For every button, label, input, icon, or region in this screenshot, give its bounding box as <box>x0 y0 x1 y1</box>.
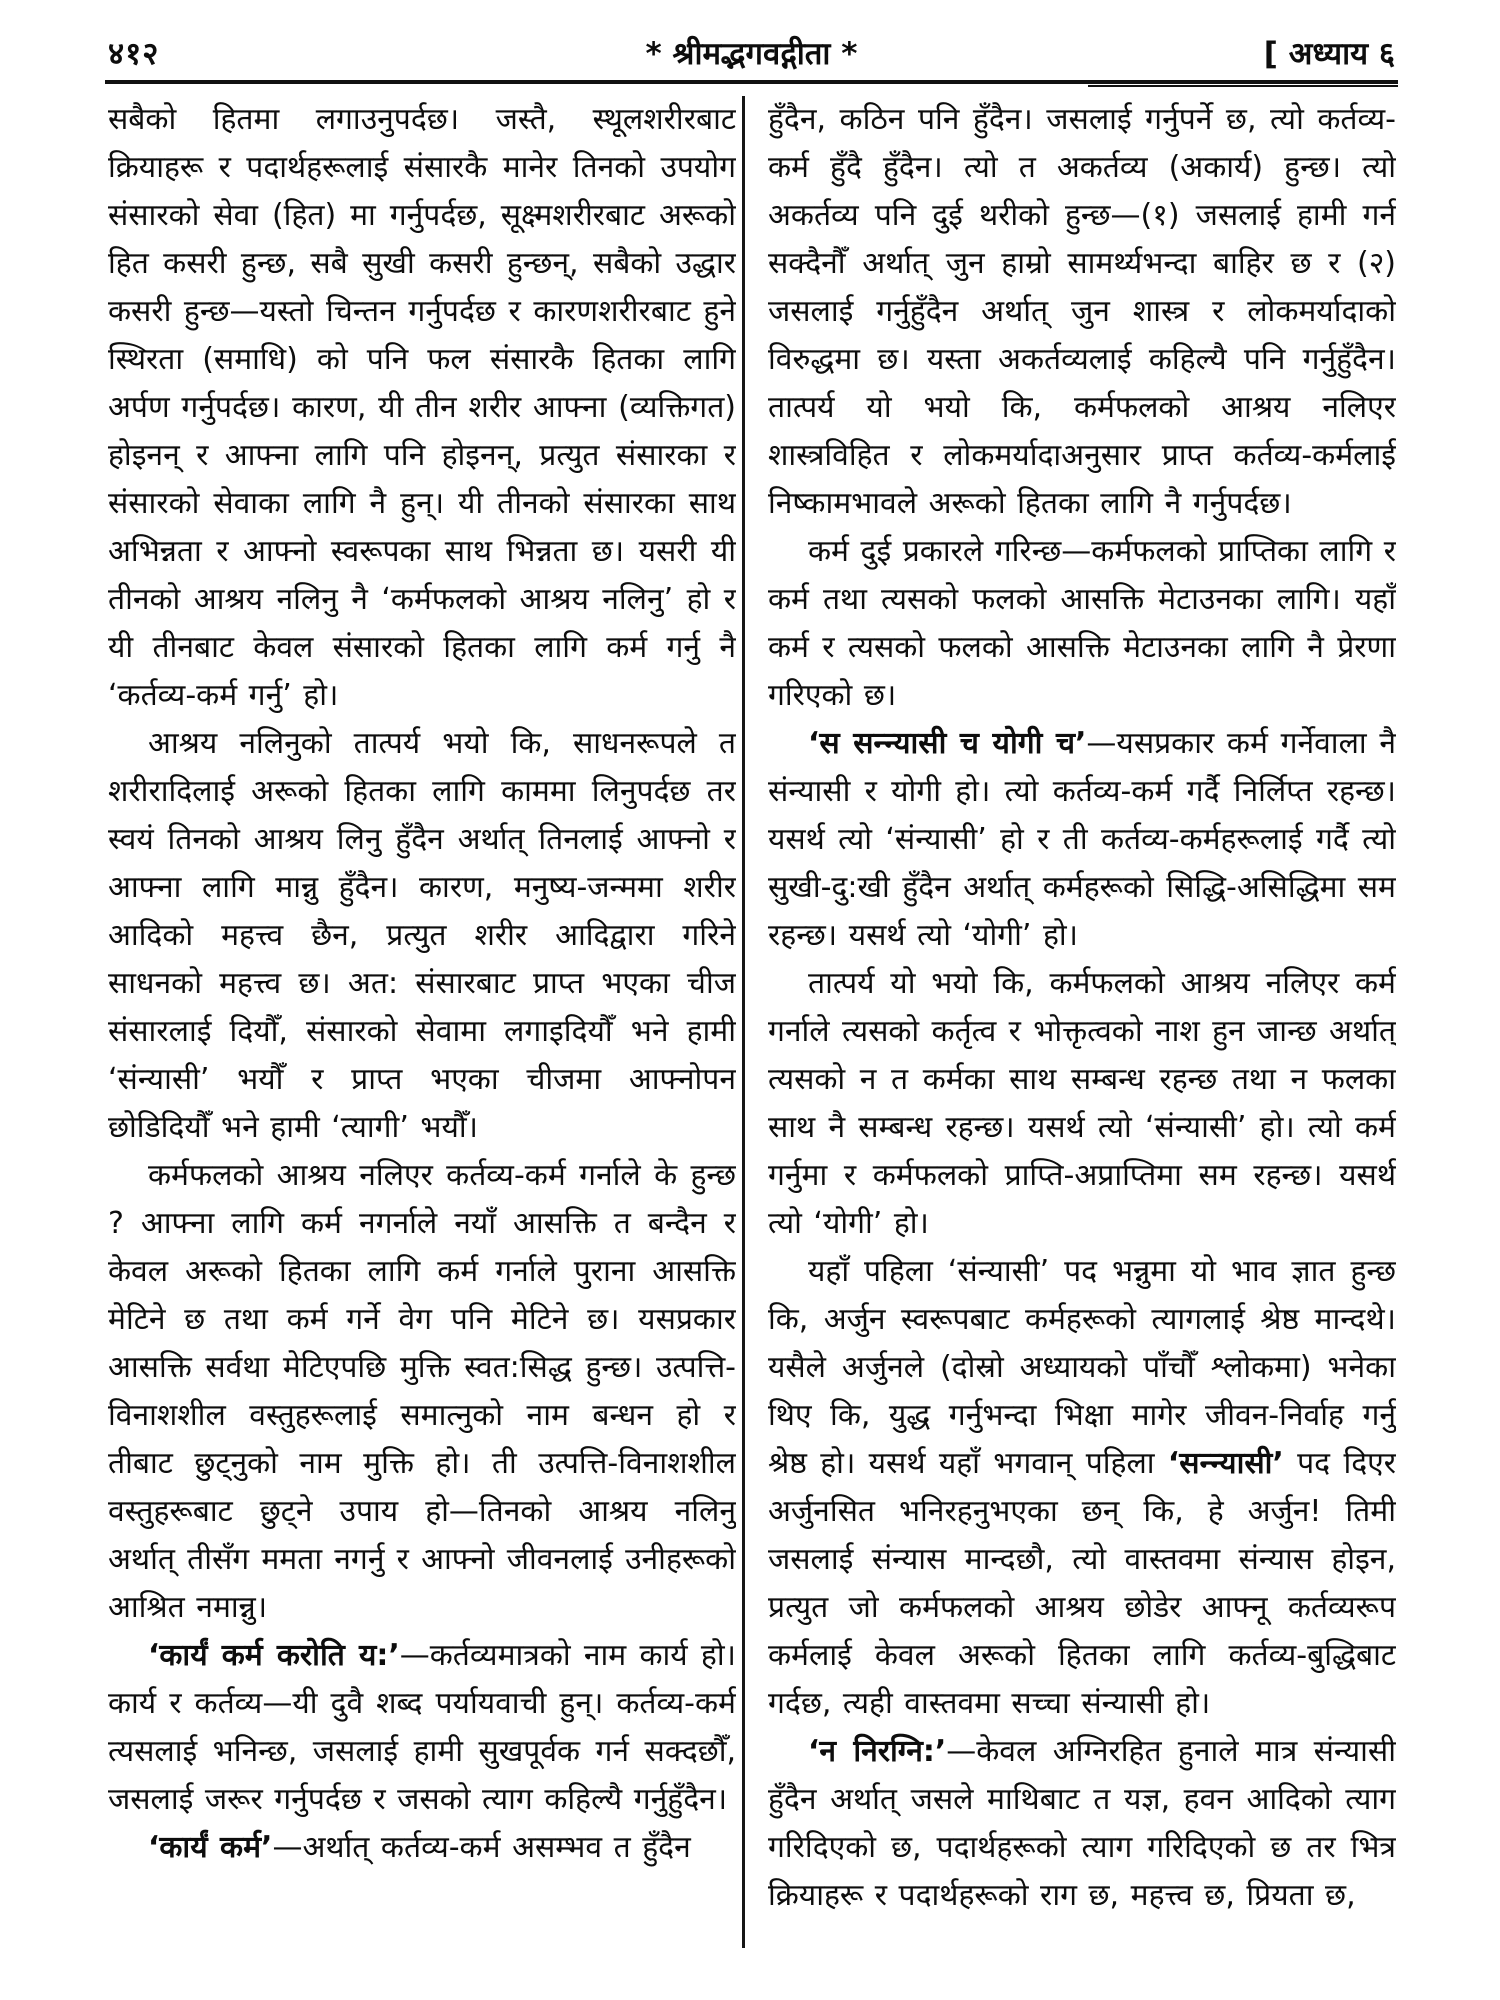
body-text: कर्मफलको आश्रय नलिएर कर्तव्य-कर्म गर्नाले के हुन्छ ? आफ्ना लागि कर्म नगर्नाले नयाँ आसक्ति त बन्दैन र केवल अरूको हितका लागि कर्म गर्नाले पुराना आसक्ति मेटिने छ तथा कर्म गर्ने वेग पनि मेटिने छ। यसप्रकार आसक्ति सर्वथा मेटिएपछि मुक्ति स्वत:सिद्ध हुन्छ। उत्पत्ति-विनाशशील वस्तुहरूलाई समात्नुको नाम बन्धन हो र तीबाट छुट्नुको नाम मुक्ति हो। ती उत्पत्ति-विनाशशील वस्तुहरूबाट छुट्ने उपाय हो—तिनको आश्रय नलिनु अर्थात् तीसँग ममता नगर्नु र आफ्नो जीवनलाई उनीहरूको आश्रित नमान्नु। <box>108 1158 736 1625</box>
paragraph <box>108 720 736 1152</box>
paragraph <box>768 528 1396 720</box>
page-number: ४१२ <box>108 36 160 72</box>
bold-lead-phrase: ‘कार्यं कर्म’ <box>148 1830 273 1865</box>
paragraph <box>768 96 1396 528</box>
body-text: पद दिएर अर्जुनसित भनिरहनुभएका छन् कि, हे अर्जुन! तिमी जसलाई संन्यास मान्दछौ, त्यो वास्तवमा संन्यास होइन, प्रत्युत जो कर्मफलको आश्रय छोडेर आफ्नू कर्तव्यरूप कर्मलाई केवल अरूको हितका लागि कर्तव्य-बुद्धिबाट गर्दछ, त्यही वास्तवमा सच्चा संन्यासी हो। <box>768 1446 1396 1721</box>
book-title: * श्रीमद्भगवद्गीता * <box>645 36 858 72</box>
left-column <box>108 96 736 1966</box>
paragraph <box>768 1728 1396 1920</box>
body-text: हुँदैन, कठिन पनि हुँदैन। जसलाई गर्नुपर्ने छ, त्यो कर्तव्य-कर्म हुँदै हुँदैन। त्यो त अकर्तव्य (अकार्य) हुन्छ। त्यो अकर्तव्य पनि दुई थरीको हुन्छ—(१) जसलाई हामी गर्न सक्दैनौँ अर्थात् जुन हाम्रो सामर्थ्यभन्दा बाहिर छ र (२) जसलाई गर्नुहुँदैन अर्थात् जुन शास्त्र र लोकमर्यादाको विरुद्धमा छ। यस्ता अकर्तव्यलाई कहिल्यै पनि गर्नुहुँदैन। तात्पर्य यो भयो कि, कर्मफलको आश्रय नलिएर शास्त्रविहित र लोकमर्यादाअनुसार प्राप्त कर्तव्य-कर्मलाई निष्कामभावले अरूको हितका लागि नै गर्नुपर्दछ। <box>768 102 1396 521</box>
bold-lead-phrase: ‘स सन्न्यासी च योगी च’ <box>808 726 1087 761</box>
header-rule <box>105 80 1398 84</box>
text-columns <box>108 96 1396 1966</box>
paragraph <box>108 1152 736 1632</box>
chapter-label: [ अध्याय ६ <box>1263 36 1395 72</box>
body-text: कर्म दुई प्रकारले गरिन्छ—कर्मफलको प्राप्तिका लागि र कर्म तथा त्यसको फलको आसक्ति मेटाउनका लागि। यहाँ कर्म र त्यसको फलको आसक्ति मेटाउनका लागि नै प्रेरणा गरिएको छ। <box>768 534 1396 713</box>
paragraph <box>108 1632 736 1824</box>
body-text: तात्पर्य यो भयो कि, कर्मफलको आश्रय नलिएर कर्म गर्नाले त्यसको कर्तृत्व र भोक्तृत्वको नाश हुन जान्छ अर्थात् त्यसको न त कर्मका साथ सम्बन्ध रहन्छ तथा न फलका साथ नै सम्बन्ध रहन्छ। यसर्थ त्यो ‘संन्यासी’ हो। त्यो कर्म गर्नुमा र कर्मफलको प्राप्ति-अप्राप्तिमा सम रहन्छ। यसर्थ त्यो ‘योगी’ हो। <box>768 966 1396 1241</box>
body-text: —अर्थात् कर्तव्य-कर्म असम्भव त हुँदैन <box>272 1830 691 1865</box>
body-text: यहाँ पहिला ‘संन्यासी’ पद भन्नुमा यो भाव ज्ञात हुन्छ कि, अर्जुन स्वरूपबाट कर्महरूको त्यागलाई श्रेष्ठ मान्दथे। यसैले अर्जुनले (दोस्रो अध्यायको पाँचौँ श्लोकमा) भनेका थिए कि, युद्ध गर्नुभन्दा भिक्षा मागेर जीवन-निर्वाह गर्नु श्रेष्ठ हो। यसर्थ यहाँ भगवान् पहिला <box>768 1254 1396 1481</box>
paragraph <box>108 96 736 720</box>
column-divider <box>742 96 745 1948</box>
running-head <box>108 26 1395 70</box>
paragraph <box>768 1248 1396 1728</box>
paragraph <box>768 720 1396 960</box>
bold-lead-phrase: ‘न निरग्नि:’ <box>808 1734 947 1769</box>
body-text: —केवल अग्निरहित हुनाले मात्र संन्यासी हुँदैन अर्थात् जसले माथिबाट त यज्ञ, हवन आदिको त्याग गरिदिएको छ, पदार्थहरूको त्याग गरिदिएको छ तर भित्र क्रियाहरू र पदार्थहरूको राग छ, महत्त्व छ, प्रियता छ, <box>768 1734 1396 1913</box>
body-text: —यसप्रकार कर्म गर्नेवाला नै संन्यासी र योगी हो। त्यो कर्तव्य-कर्म गर्दै निर्लिप्त रहन्छ। यसर्थ त्यो ‘संन्यासी’ हो र ती कर्तव्य-कर्महरूलाई गर्दै त्यो सुखी-दु:खी हुँदैन अर्थात् कर्महरूको सिद्धि-असिद्धिमा सम रहन्छ। यसर्थ त्यो ‘योगी’ हो। <box>768 726 1396 953</box>
bold-lead-phrase: ‘सन्न्यासी’ <box>1167 1446 1284 1481</box>
body-text: —कर्तव्यमात्रको नाम कार्य हो। कार्य र कर्तव्य—यी दुवै शब्द पर्यायवाची हुन्। कर्तव्य-कर्म त्यसलाई भनिन्छ, जसलाई हामी सुखपूर्वक गर्न सक्दछौँ, जसलाई जरूर गर्नुपर्दछ र जसको त्याग कहिल्यै गर्नुहुँदैन। <box>108 1638 736 1817</box>
right-column <box>768 96 1396 1966</box>
paragraph <box>768 960 1396 1248</box>
paragraph <box>108 1824 736 1872</box>
body-text: आश्रय नलिनुको तात्पर्य भयो कि, साधनरूपले त शरीरादिलाई अरूको हितका लागि काममा लिनुपर्दछ तर स्वयं तिनको आश्रय लिनु हुँदैन अर्थात् तिनलाई आफ्नो र आफ्ना लागि मान्नु हुँदैन। कारण, मनुष्य-जन्ममा शरीर आदिको महत्त्व छैन, प्रत्युत शरीर आदिद्वारा गरिने साधनको महत्त्व छ। अत: संसारबाट प्राप्त भएका चीज संसारलाई दियौँ, संसारको सेवामा लगाइदियौँ भने हामी ‘संन्यासी’ भयौँ र प्राप्त भएका चीजमा आफ्नोपन छोडिदियौँ भने हामी ‘त्यागी’ भयौँ। <box>108 726 736 1145</box>
body-text: सबैको हितमा लगाउनुपर्दछ। जस्तै, स्थूलशरीरबाट क्रियाहरू र पदार्थहरूलाई संसारकै मानेर तिनको उपयोग संसारको सेवा (हित) मा गर्नुपर्दछ, सूक्ष्मशरीरबाट अरूको हित कसरी हुन्छ, सबै सुखी कसरी हुन्छन्, सबैको उद्धार कसरी हुन्छ—यस्तो चिन्तन गर्नुपर्दछ र कारणशरीरबाट हुने स्थिरता (समाधि) को पनि फल संसारकै हितका लागि अर्पण गर्नुपर्दछ। कारण, यी तीन शरीर आफ्ना (व्यक्तिगत) होइनन् र आफ्ना लागि पनि होइनन्, प्रत्युत संसारका र संसारको सेवाका लागि नै हुन्। यी तीनको संसारका साथ अभिन्नता र आफ्नो स्वरूपका साथ भिन्नता छ। यसरी यी तीनको आश्रय नलिनु नै ‘कर्मफलको आश्रय नलिनु’ हो र यी तीनबाट केवल संसारको हितका लागि कर्म गर्नु नै ‘कर्तव्य-कर्म गर्नु’ हो। <box>108 102 736 713</box>
bold-lead-phrase: ‘कार्यं कर्म करोति य:’ <box>148 1638 400 1673</box>
